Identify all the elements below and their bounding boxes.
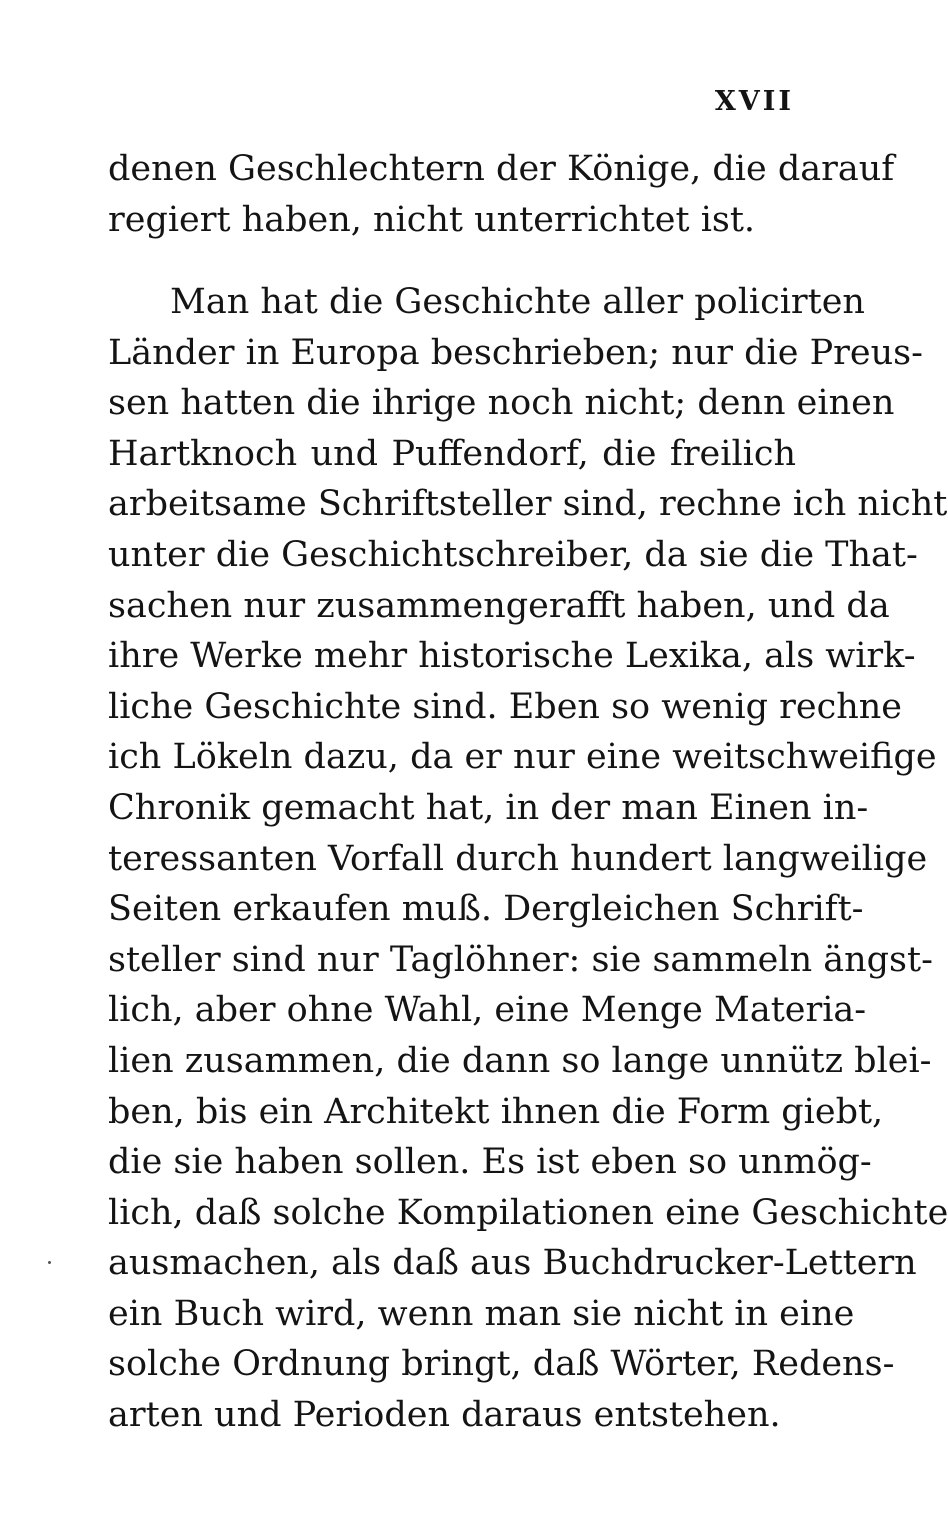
text-line: arbeitsame Schriftsteller sind, rechne ich nicht [108, 484, 948, 525]
text-line: lich, daß solche Kompilationen eine Geschichte [108, 1192, 948, 1233]
text-line: Seiten erkaufen muß. Dergleichen Schrift- [108, 889, 864, 930]
text-line: ich Lökeln dazu, da er nur eine weitschweifige [108, 737, 937, 778]
text-line: ben, bis ein Architekt ihnen die Form giebt, [108, 1091, 884, 1132]
text-line: lien zusammen, die dann so lange unnütz blei- [108, 1040, 932, 1081]
text-line: Man hat die Geschichte aller policirten [170, 282, 865, 322]
text-line: arten und Perioden daraus entstehen. [108, 1395, 781, 1436]
text-line: teressanten Vorfall durch hundert langweilige [108, 838, 928, 879]
paragraph-2 [108, 277, 948, 1441]
text-line: die sie haben sollen. Es ist eben so unmög- [108, 1142, 872, 1183]
text-line: Länder in Europa beschrieben; nur die Preus- [108, 332, 923, 373]
text-line: denen Geschlechtern der Könige, die darauf [108, 149, 895, 189]
text-line: sachen nur zusammengerafft haben, und da [108, 585, 890, 626]
text-line: sen hatten die ihrige noch nicht; denn einen [108, 383, 895, 424]
text-line: lich, aber ohne Wahl, eine Menge Materia- [108, 990, 867, 1031]
text-line: steller sind nur Taglöhner: sie sammeln ängst- [108, 939, 933, 980]
text-line: Chronik gemacht hat, in der man Einen in- [108, 787, 869, 828]
text-line: solche Ordnung bringt, daß Wörter, Redens- [108, 1344, 895, 1385]
text-line: unter die Geschichtschreiber, da sie die That- [108, 534, 918, 575]
margin-speck [48, 1261, 51, 1264]
text-line: ihre Werke mehr historische Lexika, als wirk- [108, 636, 916, 677]
text-line: ausmachen, als daß aus Buchdrucker-Lettern [108, 1243, 917, 1284]
page-number: XVII [714, 86, 794, 117]
text-line: Hartknoch und Puffendorf, die freilich [108, 433, 796, 474]
text-line: liche Geschichte sind. Eben so wenig rechne [108, 686, 903, 727]
paragraph-1 [108, 144, 895, 245]
text-line: regiert haben, nicht unterrichtet ist. [108, 199, 756, 240]
text-line: ein Buch wird, wenn man sie nicht in eine [108, 1293, 855, 1334]
